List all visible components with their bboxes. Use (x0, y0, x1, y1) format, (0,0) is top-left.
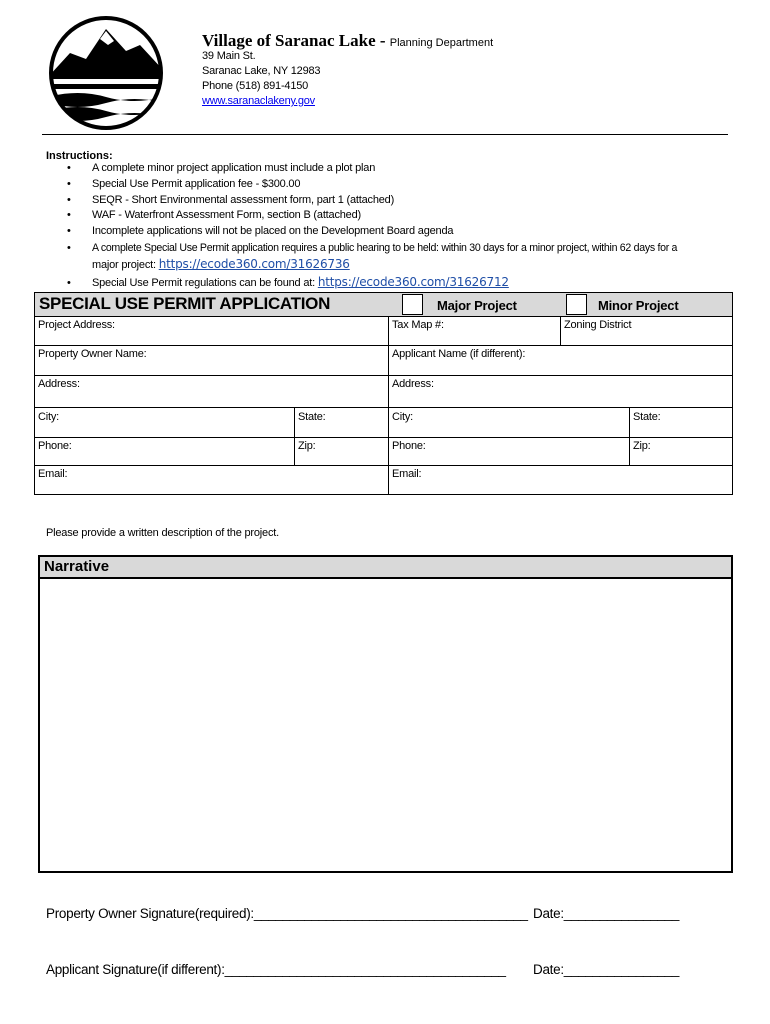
owner-address-field[interactable] (35, 376, 389, 408)
instruction-item: Special Use Permit application fee - $300.00 (92, 178, 301, 190)
instruction-continuation (92, 257, 350, 271)
org-name: Village of Saranac Lake - (202, 31, 390, 50)
bullet: • (67, 209, 71, 221)
bullet: • (67, 225, 71, 237)
street-address: 39 Main St. (202, 50, 256, 62)
narrative-textarea[interactable] (38, 577, 733, 873)
applicant-address-field[interactable] (389, 376, 732, 408)
zoning-district-field[interactable] (561, 317, 732, 346)
form-title: SPECIAL USE PERMIT APPLICATION (39, 294, 331, 313)
owner-state-label: State: (298, 411, 326, 423)
application-form (34, 292, 733, 495)
applicant-address-label: Address: (392, 378, 434, 390)
bullet: • (67, 277, 71, 289)
narrative-header (38, 555, 733, 579)
applicant-city-label: City: (392, 411, 414, 423)
instruction-item: SEQR - Short Environmental assessment form, part 1 (attached) (92, 194, 395, 206)
owner-phone-label: Phone: (38, 440, 72, 452)
tax-map-field[interactable] (389, 317, 561, 346)
applicant-state-label: State: (633, 411, 661, 423)
owner-zip-field[interactable] (295, 438, 389, 466)
project-address-field[interactable] (35, 317, 389, 346)
owner-phone-field[interactable] (35, 438, 295, 466)
applicant-zip-field[interactable] (630, 438, 732, 466)
city-state-zip: Saranac Lake, NY 12983 (202, 65, 321, 77)
owner-city-field[interactable] (35, 408, 295, 438)
minor-project-label: Minor Project (598, 298, 679, 313)
owner-state-field[interactable] (295, 408, 389, 438)
major-project-link[interactable]: https://ecode360.com/31626736 (158, 257, 350, 271)
applicant-email-field[interactable] (389, 466, 732, 494)
owner-email-label: Email: (38, 468, 68, 480)
applicant-name-field[interactable] (389, 346, 732, 376)
instruction-item: A complete Special Use Permit application requires a public hearing to be held: within 30 days for a minor project, within 62 days for a (92, 242, 678, 254)
applicant-city-field[interactable] (389, 408, 630, 438)
applicant-signature-date[interactable]: Date:________________ (533, 962, 680, 977)
instructions-heading: Instructions: (46, 150, 113, 162)
owner-signature-date[interactable]: Date:________________ (533, 906, 680, 921)
instruction-item: WAF - Waterfront Assessment Form, section B (attached) (92, 209, 361, 221)
bullet: • (67, 178, 71, 190)
owner-city-label: City: (38, 411, 60, 423)
owner-name-label: Property Owner Name: (38, 348, 147, 360)
narrative-prompt: Please provide a written description of the project. (46, 527, 279, 539)
phone-number: Phone (518) 891-4150 (202, 80, 309, 92)
owner-signature-line[interactable]: Property Owner Signature(required):______________________________________ (46, 906, 528, 921)
instruction-item: A complete minor project application must include a plot plan (92, 162, 376, 174)
applicant-name-label: Applicant Name (if different): (392, 348, 526, 360)
narrative-heading: Narrative (44, 558, 110, 575)
owner-address-label: Address: (38, 378, 80, 390)
instruction-item: Incomplete applications will not be placed on the Development Board agenda (92, 225, 454, 237)
owner-zip-label: Zip: (298, 440, 316, 452)
bullet: • (67, 242, 71, 254)
instruction-item: Special Use Permit regulations can be found at: (92, 277, 318, 289)
department-name: Planning Department (389, 37, 494, 49)
form-title-cell (35, 293, 732, 317)
major-project-checkbox[interactable] (402, 294, 423, 315)
regulations-link[interactable]: https://ecode360.com/31626712 (317, 275, 509, 289)
project-address-label: Project Address: (38, 319, 115, 331)
website-link[interactable]: www.saranaclakeny.gov (202, 95, 315, 107)
owner-name-field[interactable] (35, 346, 389, 376)
instruction-regulations (92, 275, 509, 289)
applicant-phone-field[interactable] (389, 438, 630, 466)
village-logo (48, 15, 164, 131)
applicant-state-field[interactable] (630, 408, 732, 438)
applicant-phone-label: Phone: (392, 440, 426, 452)
bullet: • (67, 194, 71, 206)
major-project-label: Major Project (437, 298, 517, 313)
zoning-district-label: Zoning District (564, 319, 632, 331)
applicant-signature-line[interactable]: Applicant Signature(if different):_______________________________________ (46, 962, 506, 977)
header-divider (42, 134, 728, 135)
owner-email-field[interactable] (35, 466, 389, 494)
minor-project-checkbox[interactable] (566, 294, 587, 315)
applicant-zip-label: Zip: (633, 440, 651, 452)
bullet: • (67, 162, 71, 174)
tax-map-label: Tax Map #: (392, 319, 444, 331)
applicant-email-label: Email: (392, 468, 422, 480)
instruction-item-continued: major project: (92, 259, 159, 271)
